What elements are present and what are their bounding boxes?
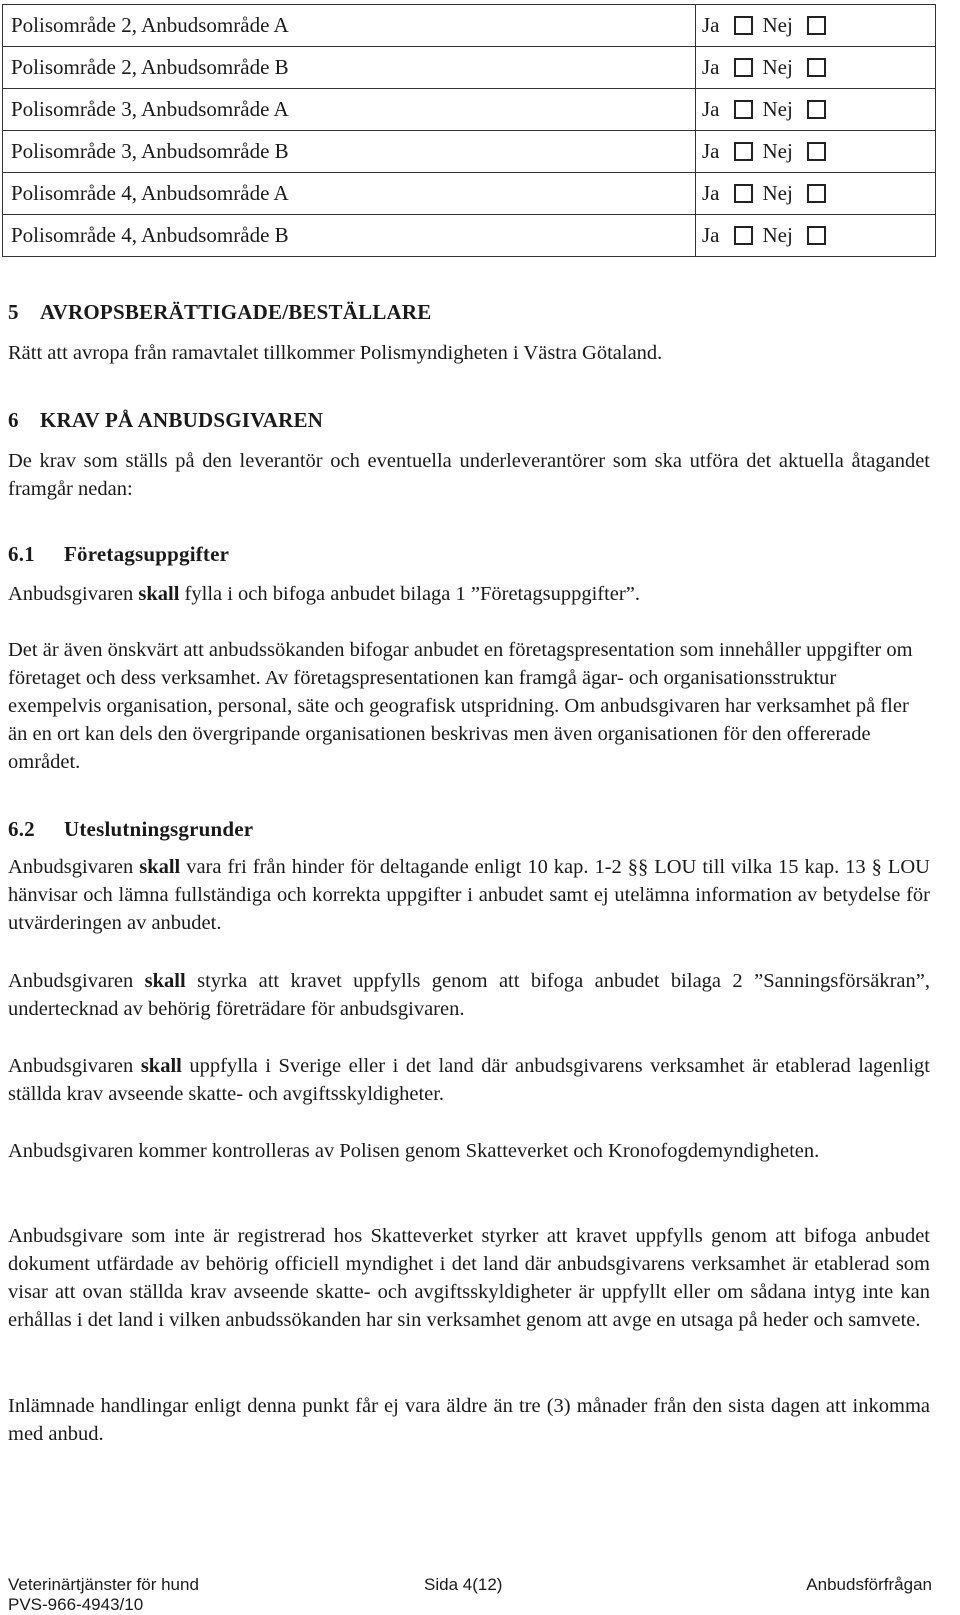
section-number: 5 xyxy=(8,300,19,324)
yes-option xyxy=(702,55,753,80)
area-name: Polisområde 2, Anbudsområde B xyxy=(3,47,696,89)
yes-label: Ja xyxy=(702,13,720,37)
no-label: Nej xyxy=(762,55,793,79)
section-5-heading xyxy=(8,300,432,325)
yes-checkbox[interactable] xyxy=(734,16,753,35)
footer-title: Veterinärtjänster för hund xyxy=(8,1575,199,1594)
no-option xyxy=(763,97,826,122)
no-checkbox[interactable] xyxy=(807,184,826,203)
section-6-2-para-3: Anbudsgivaren skall uppfylla i Sverige eller i det land där anbudsgivarens verksamhet är etablerad lagenligt ställda krav avseende skatte- och avgiftsskyldigheter. xyxy=(8,1055,930,1105)
yes-checkbox[interactable] xyxy=(734,58,753,77)
section-6-1-para-1: Anbudsgivaren skall fylla i och bifoga anbudet bilaga 1 ”Företagsuppgifter”. xyxy=(8,583,640,605)
no-label: Nej xyxy=(762,181,793,205)
section-number: 6.1 xyxy=(8,542,35,566)
footer-left xyxy=(8,1575,199,1615)
section-title: KRAV PÅ ANBUDSGIVAREN xyxy=(40,408,324,432)
section-5-text: Rätt att avropa från ramavtalet tillkommer Polismyndigheten i Västra Götaland. xyxy=(8,342,663,364)
area-row xyxy=(3,215,936,257)
yes-checkbox[interactable] xyxy=(734,142,753,161)
section-title: Uteslutningsgrunder xyxy=(64,817,254,841)
area-choice-cell xyxy=(696,131,936,173)
area-row xyxy=(3,89,936,131)
section-6-text: De krav som ställs på den leverantör och eventuella underleverantörer som ska utföra det aktuella åtagandet framgår nedan: xyxy=(8,450,930,500)
yes-label: Ja xyxy=(702,223,720,247)
section-6-heading xyxy=(8,408,323,433)
area-selection-table xyxy=(2,4,936,257)
yes-option xyxy=(702,181,753,206)
no-checkbox[interactable] xyxy=(807,142,826,161)
yes-checkbox[interactable] xyxy=(734,184,753,203)
yes-label: Ja xyxy=(702,139,720,163)
no-option xyxy=(763,139,826,164)
area-choice-cell xyxy=(696,173,936,215)
area-name: Polisområde 2, Anbudsområde A xyxy=(3,5,696,47)
area-choice-cell xyxy=(696,215,936,257)
yes-checkbox[interactable] xyxy=(734,226,753,245)
section-6-2-para-4: Anbudsgivaren kommer kontrolleras av Polisen genom Skatteverket och Kronofogdemyndigheten. xyxy=(8,1140,820,1162)
no-label: Nej xyxy=(762,13,793,37)
no-option xyxy=(763,223,826,248)
no-option xyxy=(763,181,826,206)
section-6-2-para-5: Anbudsgivare som inte är registrerad hos Skatteverket styrker att kravet uppfylls genom att bifoga anbudet dokument utfärdade av behörig officiell myndighet i det land där anbudsgivarens verksamhet är etablerad som visar att ovan ställda krav avseende skatte- och avgiftsskyldigheter är uppfyllt eller om sådana intyg inte kan erhållas i det land i vilken anbudssökanden har sin verksamhet genom att avge en utsaga på heder och samvete. xyxy=(8,1225,930,1331)
no-label: Nej xyxy=(762,223,793,247)
yes-checkbox[interactable] xyxy=(734,100,753,119)
footer-document-type: Anbudsförfrågan xyxy=(806,1575,932,1594)
no-option xyxy=(763,13,826,38)
area-row xyxy=(3,131,936,173)
section-6-1-heading xyxy=(8,542,229,567)
section-number: 6 xyxy=(8,408,19,432)
yes-option xyxy=(702,13,753,38)
no-checkbox[interactable] xyxy=(807,100,826,119)
section-title: Företagsuppgifter xyxy=(64,542,230,566)
area-row xyxy=(3,47,936,89)
section-6-2-para-6: Inlämnade handlingar enligt denna punkt får ej vara äldre än tre (3) månader från den sista dagen att inkomma med anbud. xyxy=(8,1395,930,1445)
yes-option xyxy=(702,223,753,248)
no-label: Nej xyxy=(762,139,793,163)
yes-label: Ja xyxy=(702,181,720,205)
no-checkbox[interactable] xyxy=(807,58,826,77)
area-row xyxy=(3,173,936,215)
yes-option xyxy=(702,139,753,164)
area-choice-cell xyxy=(696,47,936,89)
yes-label: Ja xyxy=(702,55,720,79)
section-6-1-para-2: Det är även önskvärt att anbudssökanden bifogar anbudet en företagspresentation som innehåller uppgifter om företaget och dess verksamhet. Av företagspresentationen kan framgå ägar- och organisationsstruktur exempelvis organisation, personal, säte och geografisk utspridning. Om anbudsgivaren har verksamhet på fler än en ort kan dels den övergripande organisationen beskrivas men även organisationen för den offererade området. xyxy=(8,639,913,773)
section-6-2-para-2: Anbudsgivaren skall styrka att kravet uppfylls genom att bifoga anbudet bilaga 2 ”Sanningsförsäkran”, undertecknad av behörig företrädare för anbudsgivaren. xyxy=(8,970,930,1020)
area-name: Polisområde 3, Anbudsområde A xyxy=(3,89,696,131)
area-choice-cell xyxy=(696,5,936,47)
no-checkbox[interactable] xyxy=(807,16,826,35)
section-6-2-para-1: Anbudsgivaren skall vara fri från hinder för deltagande enligt 10 kap. 1-2 §§ LOU till vilka 15 kap. 13 § LOU hänvisar och lämna fullständiga och korrekta uppgifter i anbudet samt ej utelämna information av betydelse för utvärderingen av anbudet. xyxy=(8,856,930,934)
section-number: 6.2 xyxy=(8,817,35,841)
no-label: Nej xyxy=(762,97,793,121)
area-name: Polisområde 4, Anbudsområde A xyxy=(3,173,696,215)
section-title: AVROPSBERÄTTIGADE/BESTÄLLARE xyxy=(40,300,432,324)
no-checkbox[interactable] xyxy=(807,226,826,245)
area-name: Polisområde 4, Anbudsområde B xyxy=(3,215,696,257)
section-6-2-heading xyxy=(8,817,253,842)
area-row xyxy=(3,5,936,47)
area-choice-cell xyxy=(696,89,936,131)
yes-option xyxy=(702,97,753,122)
footer-reference: PVS-966-4943/10 xyxy=(8,1595,144,1614)
footer-page-number: Sida 4(12) xyxy=(424,1575,503,1594)
yes-label: Ja xyxy=(702,97,720,121)
no-option xyxy=(763,55,826,80)
area-name: Polisområde 3, Anbudsområde B xyxy=(3,131,696,173)
